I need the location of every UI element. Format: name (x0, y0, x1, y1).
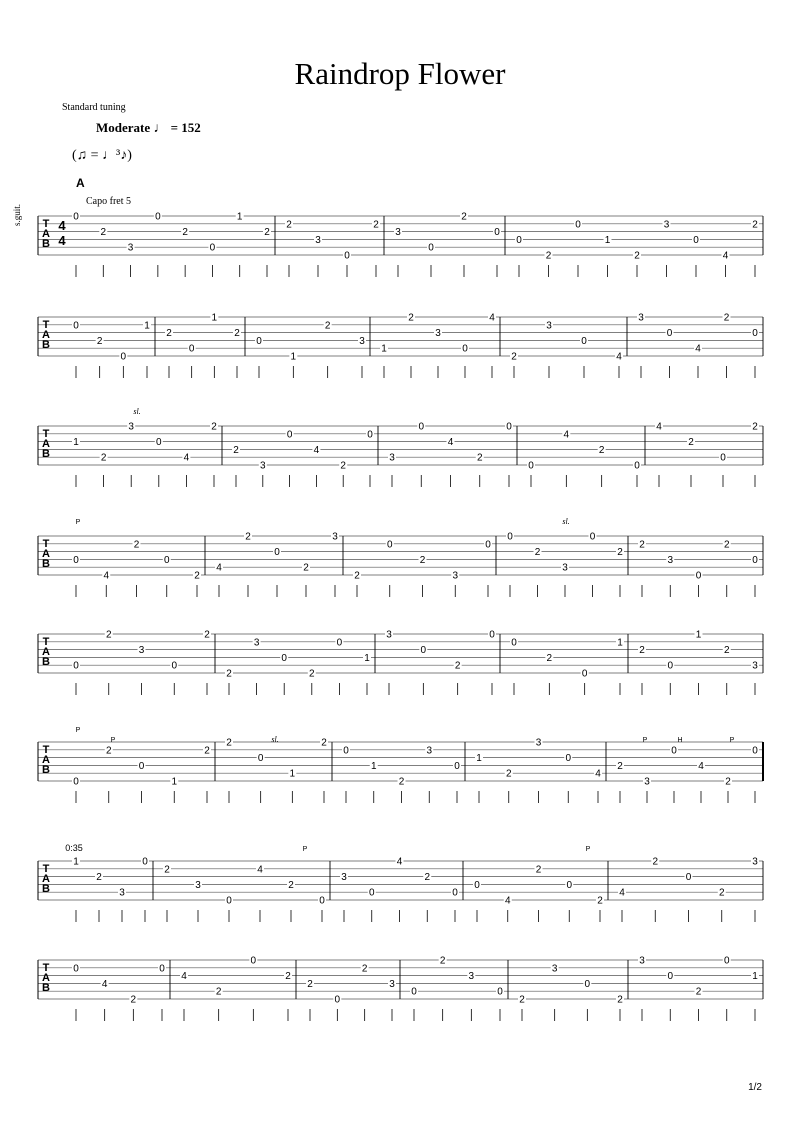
tab-clef-letter: B (42, 982, 50, 994)
fret-number: 4 (656, 421, 662, 433)
tab-clef-letter: T (42, 538, 50, 550)
fret-number: 2 (166, 328, 172, 340)
fret-number: 0 (367, 429, 373, 441)
fret-number: 2 (505, 768, 512, 780)
fret-number: 0 (73, 554, 79, 566)
fret-number: 0 (693, 234, 699, 246)
page-number: 1/2 (748, 1082, 762, 1093)
fret-number: 0 (334, 994, 341, 1006)
fret-number: 2 (535, 864, 542, 876)
fret-number: 4 (257, 864, 263, 876)
fret-number: 2 (688, 437, 694, 449)
fret-number: 2 (130, 994, 137, 1006)
fret-number: 1 (211, 312, 218, 324)
fret-number: 2 (324, 320, 331, 332)
tab-clef-letter: T (42, 962, 50, 974)
fret-number: 0 (286, 429, 293, 441)
fret-number: 2 (288, 879, 294, 891)
pull-off-label: P (585, 846, 591, 853)
fret-number: 2 (398, 776, 405, 788)
timestamp-label: 0:35 (65, 843, 83, 853)
fret-number: 0 (73, 211, 79, 223)
fret-number: 0 (666, 328, 673, 340)
fret-number: 0 (73, 320, 79, 332)
fret-number: 2 (476, 452, 483, 464)
fret-number: 2 (639, 539, 645, 551)
fret-number: 3 (435, 328, 441, 340)
fret-number: 1 (171, 776, 178, 788)
time-signature-denominator: 4 (58, 233, 66, 248)
fret-number: 2 (96, 872, 102, 884)
tab-clef-letter: B (42, 558, 50, 570)
fret-number: 0 (386, 539, 393, 551)
slide-label: sl. (133, 407, 141, 416)
fret-number: 4 (181, 971, 187, 983)
fret-number: 1 (370, 760, 377, 772)
tab-clef-letter: T (42, 636, 50, 648)
fret-number: 0 (723, 955, 730, 967)
fret-number: 2 (419, 554, 426, 566)
fret-number: 0 (752, 745, 758, 757)
tab-clef-letter: A (42, 548, 50, 560)
fret-number: 1 (236, 211, 243, 223)
fret-number: 0 (506, 421, 512, 433)
tab-clef-letter: T (42, 319, 50, 331)
fret-number: 2 (309, 668, 315, 680)
fret-number: 3 (341, 872, 347, 884)
fret-number: 4 (216, 562, 222, 574)
fret-number: 3 (195, 879, 201, 891)
fret-number: 2 (725, 776, 731, 788)
fret-number: 0 (73, 660, 79, 672)
fret-number: 1 (364, 652, 370, 664)
fret-number: 2 (182, 227, 188, 239)
fret-number: 0 (171, 660, 178, 672)
fret-number: 3 (128, 421, 134, 433)
fret-number: 3 (639, 955, 645, 967)
fret-number: 2 (194, 570, 200, 582)
fret-number: 2 (695, 986, 702, 998)
fret-number: 0 (257, 753, 264, 765)
tab-clef-letter: B (42, 656, 50, 668)
fret-number: 3 (138, 645, 145, 657)
fret-number: 3 (332, 531, 338, 543)
fret-number: 3 (315, 234, 321, 246)
fret-number: 2 (321, 737, 327, 749)
fret-number: 4 (616, 351, 622, 363)
fret-number: 0 (489, 629, 495, 641)
tab-clef-letter: T (42, 428, 50, 440)
tab-clef-letter: B (42, 883, 50, 895)
fret-number: 2 (752, 219, 758, 231)
fret-number: 0 (274, 547, 280, 559)
fret-number: 2 (534, 547, 541, 559)
fret-number: 1 (476, 753, 482, 765)
fret-number: 2 (752, 421, 758, 433)
fret-number: 2 (454, 660, 461, 672)
fret-number: 2 (286, 219, 292, 231)
fret-number: 3 (752, 660, 758, 672)
fret-number: 0 (420, 645, 427, 657)
pull-off-label: P (75, 519, 81, 526)
quarter-note-icon: ♩ (153, 121, 168, 136)
fret-number: 3 (395, 227, 401, 239)
fret-number: 0 (250, 955, 257, 967)
fret-number: 2 (105, 629, 112, 641)
fret-number: 3 (551, 963, 558, 975)
tab-clef-letter: B (42, 448, 50, 460)
fret-number: 0 (344, 250, 350, 262)
fret-number: 2 (204, 745, 210, 757)
fret-number: 0 (516, 234, 522, 246)
fret-number: 0 (73, 776, 79, 788)
tab-clef-letter: T (42, 863, 50, 875)
fret-number: 1 (381, 343, 387, 355)
fret-number: 0 (581, 668, 588, 680)
fret-number: 3 (638, 312, 644, 324)
fret-number: 4 (698, 760, 704, 772)
fret-number: 2 (285, 971, 291, 983)
tab-clef-letter: B (42, 238, 50, 250)
fret-number: 2 (617, 547, 623, 559)
fret-number: 3 (260, 460, 266, 472)
fret-number: 4 (313, 444, 320, 456)
fret-number: 0 (138, 760, 145, 772)
fret-number: 2 (234, 328, 240, 340)
fret-number: 0 (575, 219, 581, 231)
fret-number: 0 (368, 887, 375, 899)
tab-clef-letter: A (42, 228, 50, 240)
fret-number: 3 (535, 737, 542, 749)
slide-label: sl. (562, 517, 570, 526)
fret-number: 0 (281, 652, 287, 664)
fret-number: 2 (723, 312, 730, 324)
fret-number: 2 (723, 645, 730, 657)
fret-number: 2 (597, 895, 603, 907)
tempo-label: Moderate (96, 120, 151, 135)
fret-number: 3 (253, 637, 260, 649)
fret-number: 2 (519, 994, 525, 1006)
fret-number: 3 (452, 570, 459, 582)
fret-number: 4 (103, 570, 110, 582)
fret-number: 2 (718, 887, 725, 899)
capo-label: Capo fret 5 (86, 196, 131, 207)
fret-number: 2 (598, 444, 605, 456)
fret-number: 0 (188, 343, 195, 355)
time-signature-numerator: 4 (58, 218, 66, 233)
fret-number: 0 (474, 879, 480, 891)
fret-number: 0 (589, 531, 596, 543)
fret-number: 2 (100, 452, 107, 464)
fret-number: 2 (303, 562, 309, 574)
fret-number: 0 (494, 227, 500, 239)
section-marker: A (76, 176, 85, 190)
fret-number: 4 (695, 343, 701, 355)
fret-number: 0 (511, 637, 517, 649)
fret-number: 2 (226, 737, 232, 749)
fret-number: 2 (511, 351, 517, 363)
fret-number: 2 (634, 250, 640, 262)
fret-number: 3 (359, 335, 365, 347)
fret-number: 0 (497, 986, 503, 998)
fret-number: 0 (485, 539, 491, 551)
fret-number: 3 (663, 219, 670, 231)
fret-number: 0 (256, 335, 262, 347)
fret-number: 2 (424, 872, 431, 884)
fret-number: 0 (73, 963, 79, 975)
fret-number: 2 (133, 539, 140, 551)
fret-number: 2 (307, 978, 313, 990)
fret-number: 0 (120, 351, 127, 363)
tab-clef-letter: A (42, 329, 50, 341)
fret-number: 0 (159, 963, 165, 975)
fret-number: 1 (752, 971, 758, 983)
tab-clef-letter: B (42, 339, 50, 351)
fret-number: 3 (468, 971, 475, 983)
fret-number: 2 (439, 955, 446, 967)
fret-number: 2 (408, 312, 414, 324)
fret-number: 1 (73, 437, 79, 449)
fret-number: 4 (101, 978, 108, 990)
instrument-name: s.guit. (12, 203, 22, 226)
fret-number: 4 (447, 437, 454, 449)
slide-label: sl. (271, 735, 279, 744)
fret-number: 0 (336, 637, 343, 649)
pull-off-label: P (302, 846, 308, 853)
swing-marking: (♫ = ♩³♪) (72, 148, 132, 163)
tab-clef-letter: A (42, 873, 50, 885)
fret-number: 2 (617, 760, 623, 772)
fret-number: 0 (752, 328, 758, 340)
fret-number: 2 (164, 864, 170, 876)
fret-number: 0 (319, 895, 325, 907)
fret-number: 2 (354, 570, 360, 582)
fret-number: 0 (452, 887, 458, 899)
tab-clef-letter: T (42, 218, 50, 230)
hammer-on-label: H (677, 737, 683, 744)
fret-number: 4 (563, 429, 570, 441)
fret-number: 4 (595, 768, 601, 780)
fret-number: 3 (386, 629, 392, 641)
fret-number: 4 (619, 887, 625, 899)
fret-number: 3 (119, 887, 125, 899)
tempo-bpm: = 152 (170, 120, 201, 135)
tuning-label: Standard tuning (62, 102, 126, 113)
fret-number: 0 (565, 753, 572, 765)
fret-number: 3 (644, 776, 650, 788)
pull-off-label: P (75, 727, 81, 734)
fret-number: 2 (361, 963, 368, 975)
fret-number: 2 (211, 421, 217, 433)
fret-number: 0 (226, 895, 232, 907)
fret-number: 2 (264, 227, 270, 239)
fret-number: 3 (389, 452, 395, 464)
fret-number: 0 (667, 660, 674, 672)
fret-number: 0 (454, 760, 460, 772)
fret-number: 2 (617, 994, 623, 1006)
fret-number: 0 (142, 856, 148, 868)
fret-number: 3 (389, 978, 395, 990)
fret-number: 2 (233, 444, 239, 456)
fret-number: 4 (504, 895, 511, 907)
fret-number: 3 (752, 856, 758, 868)
fret-number: 1 (604, 234, 611, 246)
pull-off-label: P (729, 737, 735, 744)
fret-number: 3 (426, 745, 433, 757)
fret-number: 0 (584, 978, 591, 990)
fret-number: 2 (461, 211, 467, 223)
fret-number: 4 (183, 452, 190, 464)
fret-number: 2 (545, 250, 552, 262)
fret-number: 2 (639, 645, 645, 657)
pull-off-label: P (110, 737, 116, 744)
fret-number: 1 (73, 856, 79, 868)
fret-number: 2 (96, 335, 103, 347)
tab-clef-letter: A (42, 646, 50, 658)
fret-number: 1 (617, 637, 623, 649)
fret-number: 3 (562, 562, 568, 574)
fret-number: 2 (546, 652, 553, 664)
fret-number: 1 (144, 320, 150, 332)
fret-number: 4 (396, 856, 403, 868)
fret-number: 0 (752, 554, 758, 566)
fret-number: 1 (289, 768, 296, 780)
fret-number: 2 (226, 668, 232, 680)
fret-number: 0 (671, 745, 677, 757)
fret-number: 0 (634, 460, 640, 472)
fret-number: 0 (667, 971, 674, 983)
fret-number: 0 (528, 460, 534, 472)
tab-clef-letter: A (42, 972, 50, 984)
fret-number: 0 (343, 745, 349, 757)
fret-number: 2 (215, 986, 222, 998)
fret-number: 0 (155, 211, 161, 223)
fret-number: 3 (546, 320, 552, 332)
tab-clef-letter: T (42, 744, 50, 756)
fret-number: 0 (581, 335, 587, 347)
fret-number: 1 (290, 351, 297, 363)
fret-number: 4 (489, 312, 495, 324)
fret-number: 0 (720, 452, 726, 464)
tab-clef-letter: B (42, 764, 50, 776)
fret-number: 4 (722, 250, 729, 262)
pull-off-label: P (642, 737, 648, 744)
fret-number: 0 (462, 343, 468, 355)
fret-number: 0 (685, 872, 692, 884)
fret-number: 0 (695, 570, 702, 582)
fret-number: 2 (245, 531, 251, 543)
fret-number: 2 (105, 745, 112, 757)
fret-number: 0 (156, 437, 162, 449)
song-title: Raindrop Flower (294, 56, 506, 91)
fret-number: 2 (652, 856, 659, 868)
fret-number: 1 (695, 629, 702, 641)
tab-clef-letter: A (42, 754, 50, 766)
fret-number: 2 (204, 629, 210, 641)
fret-number: 2 (723, 539, 730, 551)
fret-number: 2 (340, 460, 346, 472)
fret-number: 0 (209, 242, 216, 254)
fret-number: 0 (163, 554, 170, 566)
fret-number: 0 (507, 531, 513, 543)
tab-clef-letter: A (42, 438, 50, 450)
fret-number: 3 (127, 242, 134, 254)
fret-number: 0 (566, 879, 573, 891)
fret-number: 0 (418, 421, 425, 433)
fret-number: 2 (373, 219, 379, 231)
fret-number: 3 (667, 554, 674, 566)
fret-number: 0 (428, 242, 434, 254)
fret-number: 2 (100, 227, 107, 239)
fret-number: 0 (411, 986, 417, 998)
